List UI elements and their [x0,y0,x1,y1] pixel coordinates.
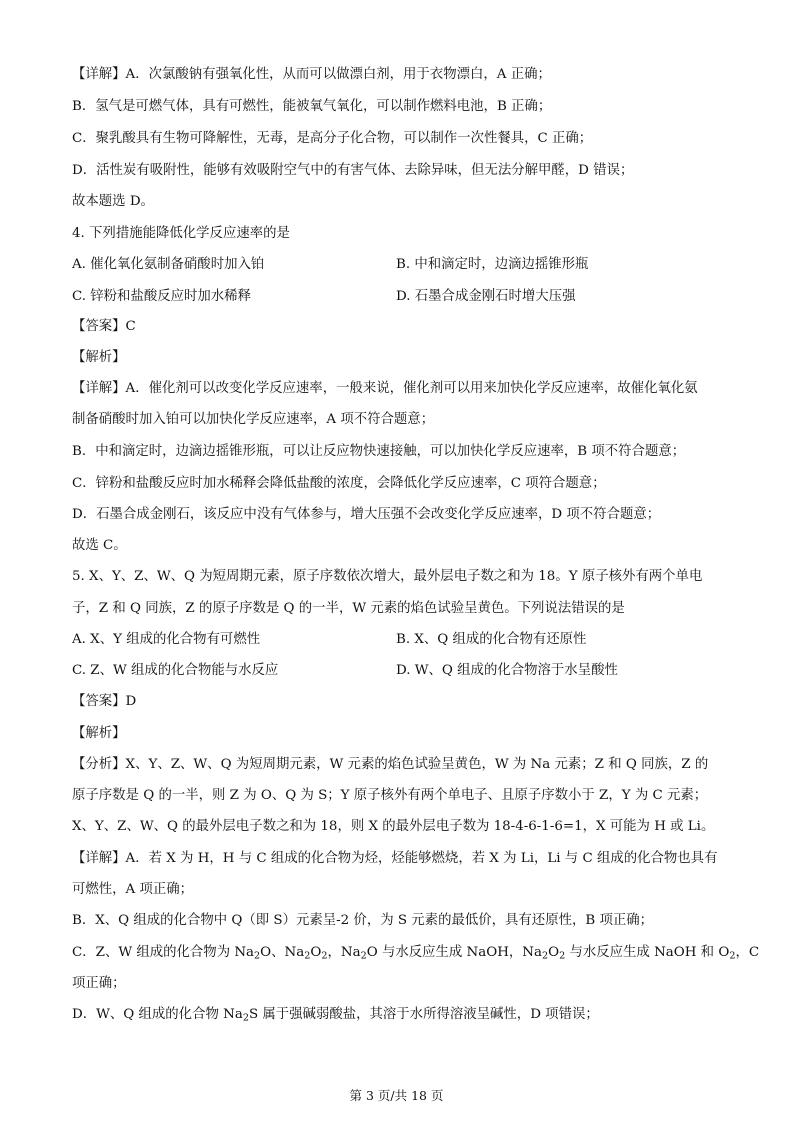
text-line: D．活性炭有吸附性，能够有效吸附空气中的有害气体、去除异味，但无法分解甲醛，D 错误； [72,163,634,178]
text-line: 【详解】A．次氯酸钠有强氧化性，从而可以做漂白剂，用于衣物漂白，A 正确； [72,67,551,82]
text-line: 【详解】A．催化剂可以改变化学反应速率，一般来说，催化剂可以用来加快化学反应速率，故催化氧化氨 [72,381,698,396]
text-line: C．锌粉和盐酸反应时加水稀释会降低盐酸的浓度，会降低化学反应速率，C 项符合题意； [72,476,606,491]
page-footer: 第 3 页/共 18 页 [349,1088,444,1103]
text-line: 故选 C。 [72,538,127,553]
analysis-label: 【解析】 [72,726,126,741]
text-line: 原子序数是 Q 的一半，则 Z 为 O、Q 为 S；Y 原子核外有两个单电子、且原子序数小于 Z，Y 为 C 元素； [72,788,708,803]
formula-line: D．W、Q 组成的化合物 $Na_2S$ 属于强碱弱酸盐，其溶于水所得溶液呈碱性，D 项错误； [72,1007,599,1024]
q4-option-a: A. 催化氧化氨制备硝酸时加入铂 [72,257,265,272]
answer-label: 【答案】C [72,319,136,334]
text-line: 【分析】X、Y、Z、W、Q 为短周期元素，W 元素的焰色试验呈黄色，W 为 Na 元素；Z 和 Q 同族，Z 的 [72,757,709,772]
q5-option-d: D. W、Q 组成的化合物溶于水呈酸性 [396,663,618,678]
analysis-label: 【解析】 [72,350,126,365]
text-line: 制备硝酸时加入铂可以加快化学反应速率，A 项不符合题意； [72,412,435,427]
text-line: 可燃性，A 项正确； [72,882,194,897]
text-line: 项正确； [72,976,126,991]
answer-label: 【答案】D [72,694,137,709]
q4-option-b: B. 中和滴定时，边滴边摇锥形瓶 [396,257,589,272]
q4-option-d: D. 石墨合成金刚石时增大压强 [396,289,576,304]
text-line: B．中和滴定时，边滴边摇锥形瓶，可以让反应物快速接触，可以加快化学反应速率，B 项不符合题意； [72,444,686,459]
q5-option-c: C. Z、W 组成的化合物能与水反应 [72,663,279,678]
q5-option-b: B. X、Q 组成的化合物有还原性 [396,632,587,647]
question-4-stem: 4. 下列措施能降低化学反应速率的是 [72,226,290,241]
text-line: X、Y、Z、W、Q 的最外层电子数之和为 18，则 X 的最外层电子数为 18-4-6-1-6=1，X 可能为 H 或 Li。 [72,819,715,834]
q5-option-a: A. X、Y 组成的化合物有可燃性 [72,632,261,647]
q4-option-c: C. 锌粉和盐酸反应时加水稀释 [72,289,251,304]
text-line: 故本题选 D。 [72,194,154,209]
text-line: C．聚乳酸具有生物可降解性，无毒，是高分子化合物，可以制作一次性餐具，C 正确； [72,131,593,146]
text-line: B．X、Q 组成的化合物中 Q（即 S）元素呈-2 价，为 S 元素的最低价，具有还原性，B 项正确； [72,913,654,928]
text-line: D．石墨合成金刚石，该反应中没有气体参与，增大压强不会改变化学反应速率，D 项不符合题意； [72,507,661,522]
question-5-stem: 5. X、Y、Z、W、Q 为短周期元素，原子序数依次增大，最外层电子数之和为 18。Y 原子核外有两个单电 [72,569,703,584]
text-line: 【详解】A．若 X 为 H，H 与 C 组成的化合物为烃，烃能够燃烧，若 X 为 Li，Li 与 C 组成的化合物也具有 [72,851,718,866]
question-5-stem: 子，Z 和 Q 同族，Z 的原子序数是 Q 的一半，W 元素的焰色试验呈黄色。下列说法错误的是 [72,601,625,616]
formula-line: C．Z、W 组成的化合物为 $Na_2O$、$Na_2O_2$，$Na_2O$ 与水反应生成 NaOH，$Na_2O_2$ 与水反应生成 NaOH 和 $O_2$，C [72,945,760,962]
text-line: B．氢气是可燃气体，具有可燃性，能被氧气氧化，可以制作燃料电池，B 正确； [72,99,552,114]
